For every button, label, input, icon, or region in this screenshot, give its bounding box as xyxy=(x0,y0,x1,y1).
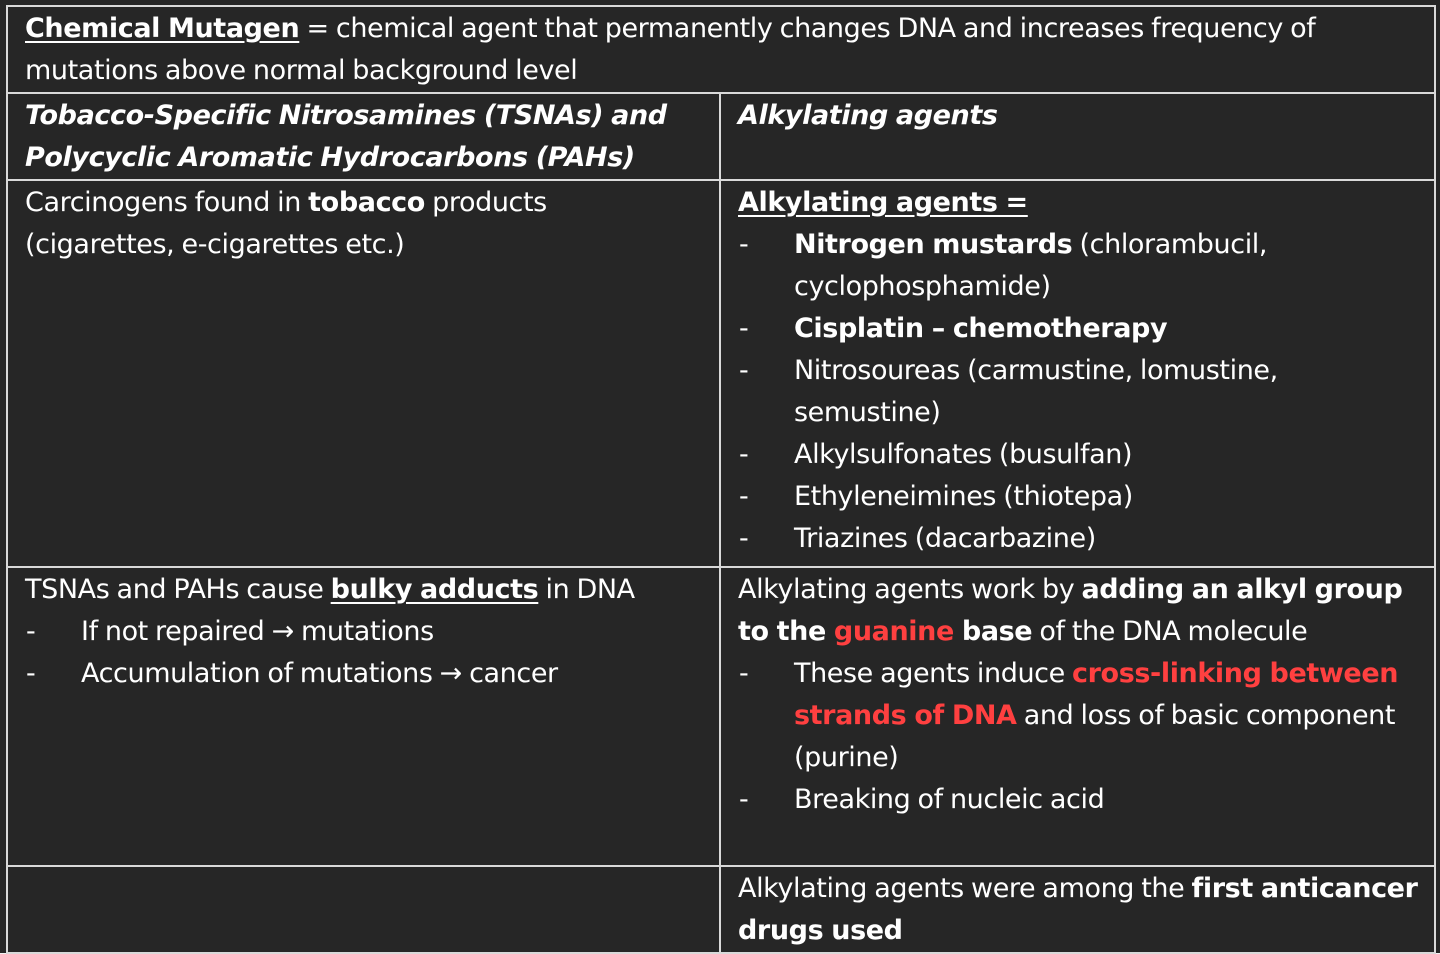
mutagen-table xyxy=(6,5,1436,954)
effect-text-2: and loss of basic component (purine) xyxy=(794,700,1396,773)
mechanism-bold-2: base xyxy=(953,616,1033,647)
agent-name: Cisplatin – chemotherapy xyxy=(794,313,1168,344)
term-definition: = chemical agent that permanently changes DNA and increases frequency of mutations above normal background level xyxy=(25,13,1316,86)
cross-linking-highlight: cross-linking between strands of DNA xyxy=(794,658,1399,731)
list-item: - If not repaired → mutations xyxy=(25,611,703,653)
adducts-text-1: TSNAs and PAHs cause xyxy=(25,574,331,605)
alkylating-list-heading: Alkylating agents = xyxy=(738,187,1028,218)
consequence-list xyxy=(25,611,703,695)
alkylation-mechanism-cell xyxy=(720,567,1435,866)
mechanism-text-end: of the DNA molecule xyxy=(1032,616,1308,647)
bulky-adducts-term: bulky adducts xyxy=(330,574,539,605)
agent-examples: Nitrosoureas (carmustine, lomustine, semustine) xyxy=(794,355,1278,428)
list-item xyxy=(738,653,1418,779)
alkylating-list-cell xyxy=(720,180,1435,567)
mechanism-bold: adding an alkyl group to the xyxy=(738,574,1403,647)
term-chemical-mutagen: Chemical Mutagen xyxy=(25,13,300,44)
agents-row xyxy=(7,180,1435,567)
left-column-title: Tobacco-Specific Nitrosamines (TSNAs) and Polycyclic Aromatic Hydrocarbons (PAHs) xyxy=(7,93,720,180)
right-column-title: Alkylating agents xyxy=(720,93,1435,180)
history-bold: first anticancer drugs used xyxy=(738,873,1418,946)
mechanism-row xyxy=(7,567,1435,866)
tobacco-intro-2: products (cigarettes, e-cigarettes etc.) xyxy=(25,187,547,260)
list-item xyxy=(738,350,1418,434)
agent-name: Nitrogen mustards xyxy=(794,229,1073,260)
list-item xyxy=(738,224,1418,308)
history-row xyxy=(7,866,1435,953)
list-item xyxy=(738,434,1418,476)
mechanism-text-1: Alkylating agents work by xyxy=(738,574,1082,605)
tobacco-intro-1: Carcinogens found in xyxy=(25,187,309,218)
definition-cell xyxy=(7,6,1435,93)
adducts-cell xyxy=(7,567,720,866)
empty-cell xyxy=(7,866,720,953)
adducts-text-2: in DNA xyxy=(538,574,635,605)
agent-examples: Ethyleneimines (thiotepa) xyxy=(794,481,1133,512)
list-item xyxy=(738,518,1418,560)
agent-examples: Triazines (dacarbazine) xyxy=(794,523,1096,554)
agent-examples: (chlorambucil, cyclophosphamide) xyxy=(794,229,1268,302)
tobacco-cell xyxy=(7,180,720,567)
guanine-highlight: guanine xyxy=(833,616,954,647)
list-item: - Breaking of nucleic acid xyxy=(738,779,1418,821)
list-item xyxy=(738,308,1418,350)
mechanism-effects-list xyxy=(738,653,1418,821)
agent-examples: Alkylsulfonates (busulfan) xyxy=(794,439,1133,470)
tobacco-intro-bold: tobacco xyxy=(308,187,425,218)
history-text: Alkylating agents were among the xyxy=(738,873,1192,904)
mechanism-text xyxy=(738,569,1418,653)
definition-row xyxy=(7,6,1435,93)
history-cell xyxy=(720,866,1435,953)
column-titles-row xyxy=(7,93,1435,180)
alkylating-agent-list xyxy=(738,224,1418,560)
list-item xyxy=(738,476,1418,518)
adducts-text xyxy=(25,569,703,611)
effect-text-1: These agents induce xyxy=(794,658,1073,689)
list-item: - Accumulation of mutations → cancer xyxy=(25,653,703,695)
